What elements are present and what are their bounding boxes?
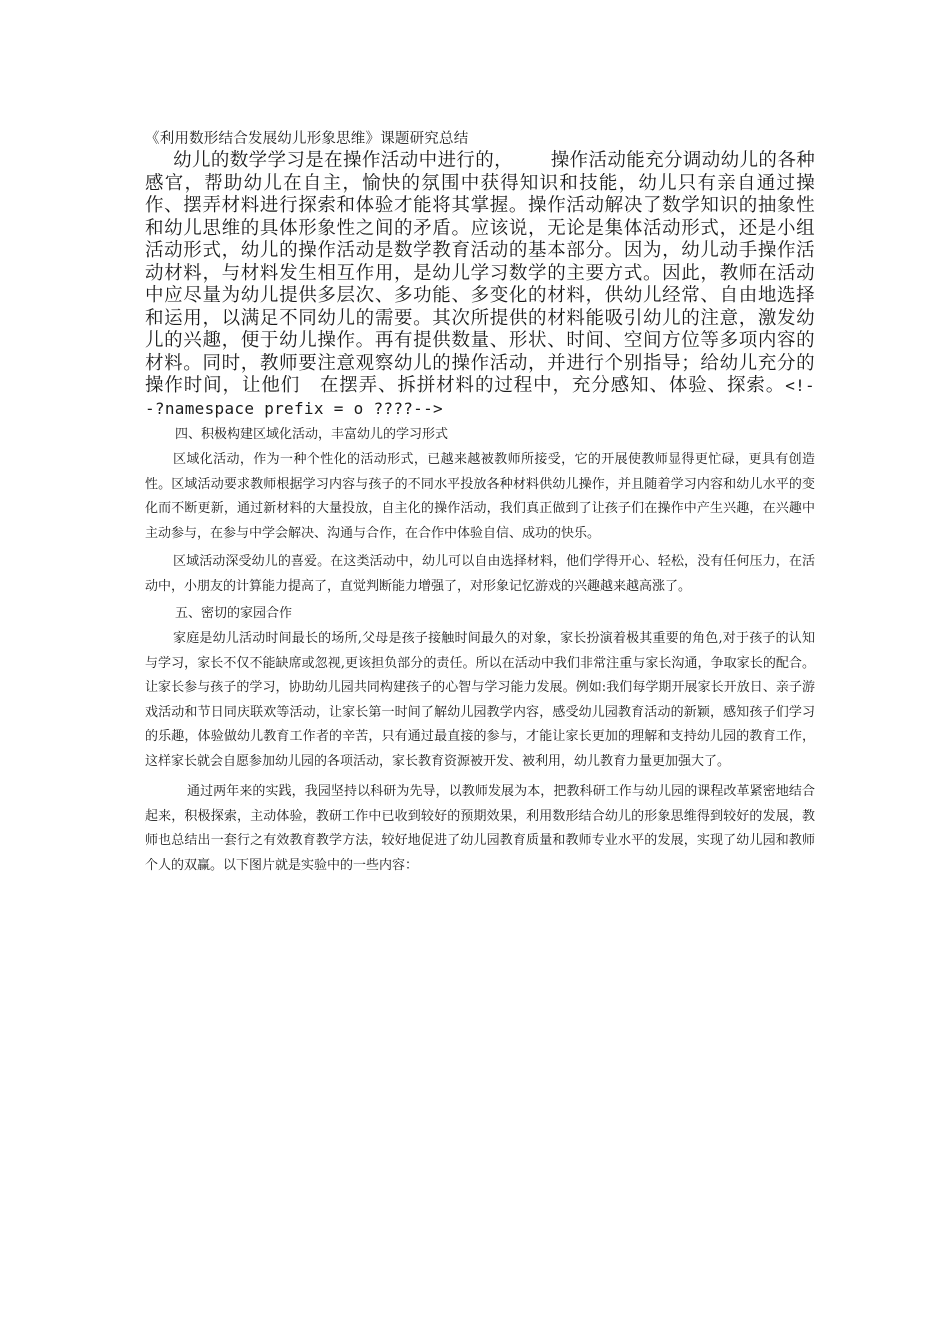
section4-paragraph-1: 区域化活动，作为一种个性化的活动形式，已越来越被教师所接受，它的开展使教师显得更忙碌，更具有创造性。区域活动要求教师根据学习内容与孩子的不同水平投放各种材料供幼儿操作，并且随着学习内容和幼儿水平的变化而不断更新，通过新材料的大量投放，自主化的操作活动，我们真正做到了让孩子们在操作中产生兴趣，在兴趣中主动参与，在参与中学会解决、沟通与合作，在合作中体验自信、成功的快乐。	[145, 452, 815, 541]
document-title: 《利用数形结合发展幼儿形象思维》课题研究总结	[145, 131, 469, 147]
section5-paragraph-1: 家庭是幼儿活动时间最长的场所,父母是孩子接触时间最久的对象，家长扮演着极其重要的角色,对于孩子的认知与学习，家长不仅不能缺席或忽视,更该担负部分的责任。所以在活动中我们非常注重与家长沟通，争取家长的配合。让家长参与孩子的学习，协助幼儿园共同构建孩子的心智与学习能力发展。例如:我们每学期开展家长开放日、亲子游戏活动和节日同庆联欢等活动，让家长第一时间了解幼儿园教学内容，感受幼儿园教育活动的新颖，感知孩子们学习的乐趣，体验做幼儿教育工作者的辛苦，只有通过最直接的参与，才能让家长更加的理解和支持幼儿园的教育工作，这样家长就会自愿参加幼儿园的各项活动，家长教育资源被开发、被利用，幼儿教育力量更加强大了。	[145, 631, 815, 769]
conclusion-paragraph: 通过两年来的实践，我园坚持以科研为先导，以教师发展为本，把教科研工作与幼儿园的课程改革紧密地结合起来，积极探索，主动体验，教研工作中已收到较好的预期效果，利用数形结合幼儿的形象思维得到较好的发展，教师也总结出一套行之有效教育教学方法，较好地促进了幼儿园教育质量和教师专业水平的发展，实现了幼儿园和教师个人的双赢。以下图片就是实验中的一些内容：	[145, 784, 815, 873]
intro-text-part3: 在摆弄、拆拼材料的过程中，充分感知、体验、探索。	[319, 375, 786, 396]
document-body	[145, 128, 815, 882]
intro-text-part2: 操作活动能充分调动幼儿的各种感官，帮助幼儿在自主，愉快的氛围中获得知识和技能，幼儿只有亲自通过操作、摆弄材料进行探索和体验才能将其掌握。操作活动解决了数学知识的抽象性和幼儿思维的具体形象性之间的矛盾。应该说，无论是集体活动形式，还是小组活动形式，幼儿的操作活动是数学教育活动的基本部分。因为，幼儿动手操作活动材料，与材料发生相互作用，是幼儿学习数学的主要方式。因此，教师在活动中应尽量为幼儿提供多层次、多功能、多变化的材料，供幼儿经常、自由地选择和运用，以满足不同幼儿的需要。其次所提供的材料能吸引幼儿的注意，激发幼儿的兴趣，便于幼儿操作。再有提供数量、形状、时间、空间方位等多项内容的材料。同时，教师要注意观察幼儿的操作活动，并进行个别指导；给幼儿充分的操作时间，让他们	[145, 150, 816, 396]
section4-heading: 四、积极构建区域化活动，丰富幼儿的学习形式	[175, 427, 449, 442]
intro-text-part1: 幼儿的数学学习是在操作活动中进行的，	[173, 150, 514, 171]
section4-paragraph-2: 区域活动深受幼儿的喜爱。在这类活动中，幼儿可以自由选择材料，他们学得开心、轻松，没有任何压力，在活动中，小朋友的计算能力提高了，直觉判断能力增强了，对形象记忆游戏的兴趣越来越高涨了。	[145, 554, 815, 594]
section5-heading: 五、密切的家园合作	[175, 606, 293, 621]
intro-paragraph	[145, 150, 815, 420]
intro-code-fragment: <!--?namespace prefix = o ????-->	[145, 376, 815, 418]
